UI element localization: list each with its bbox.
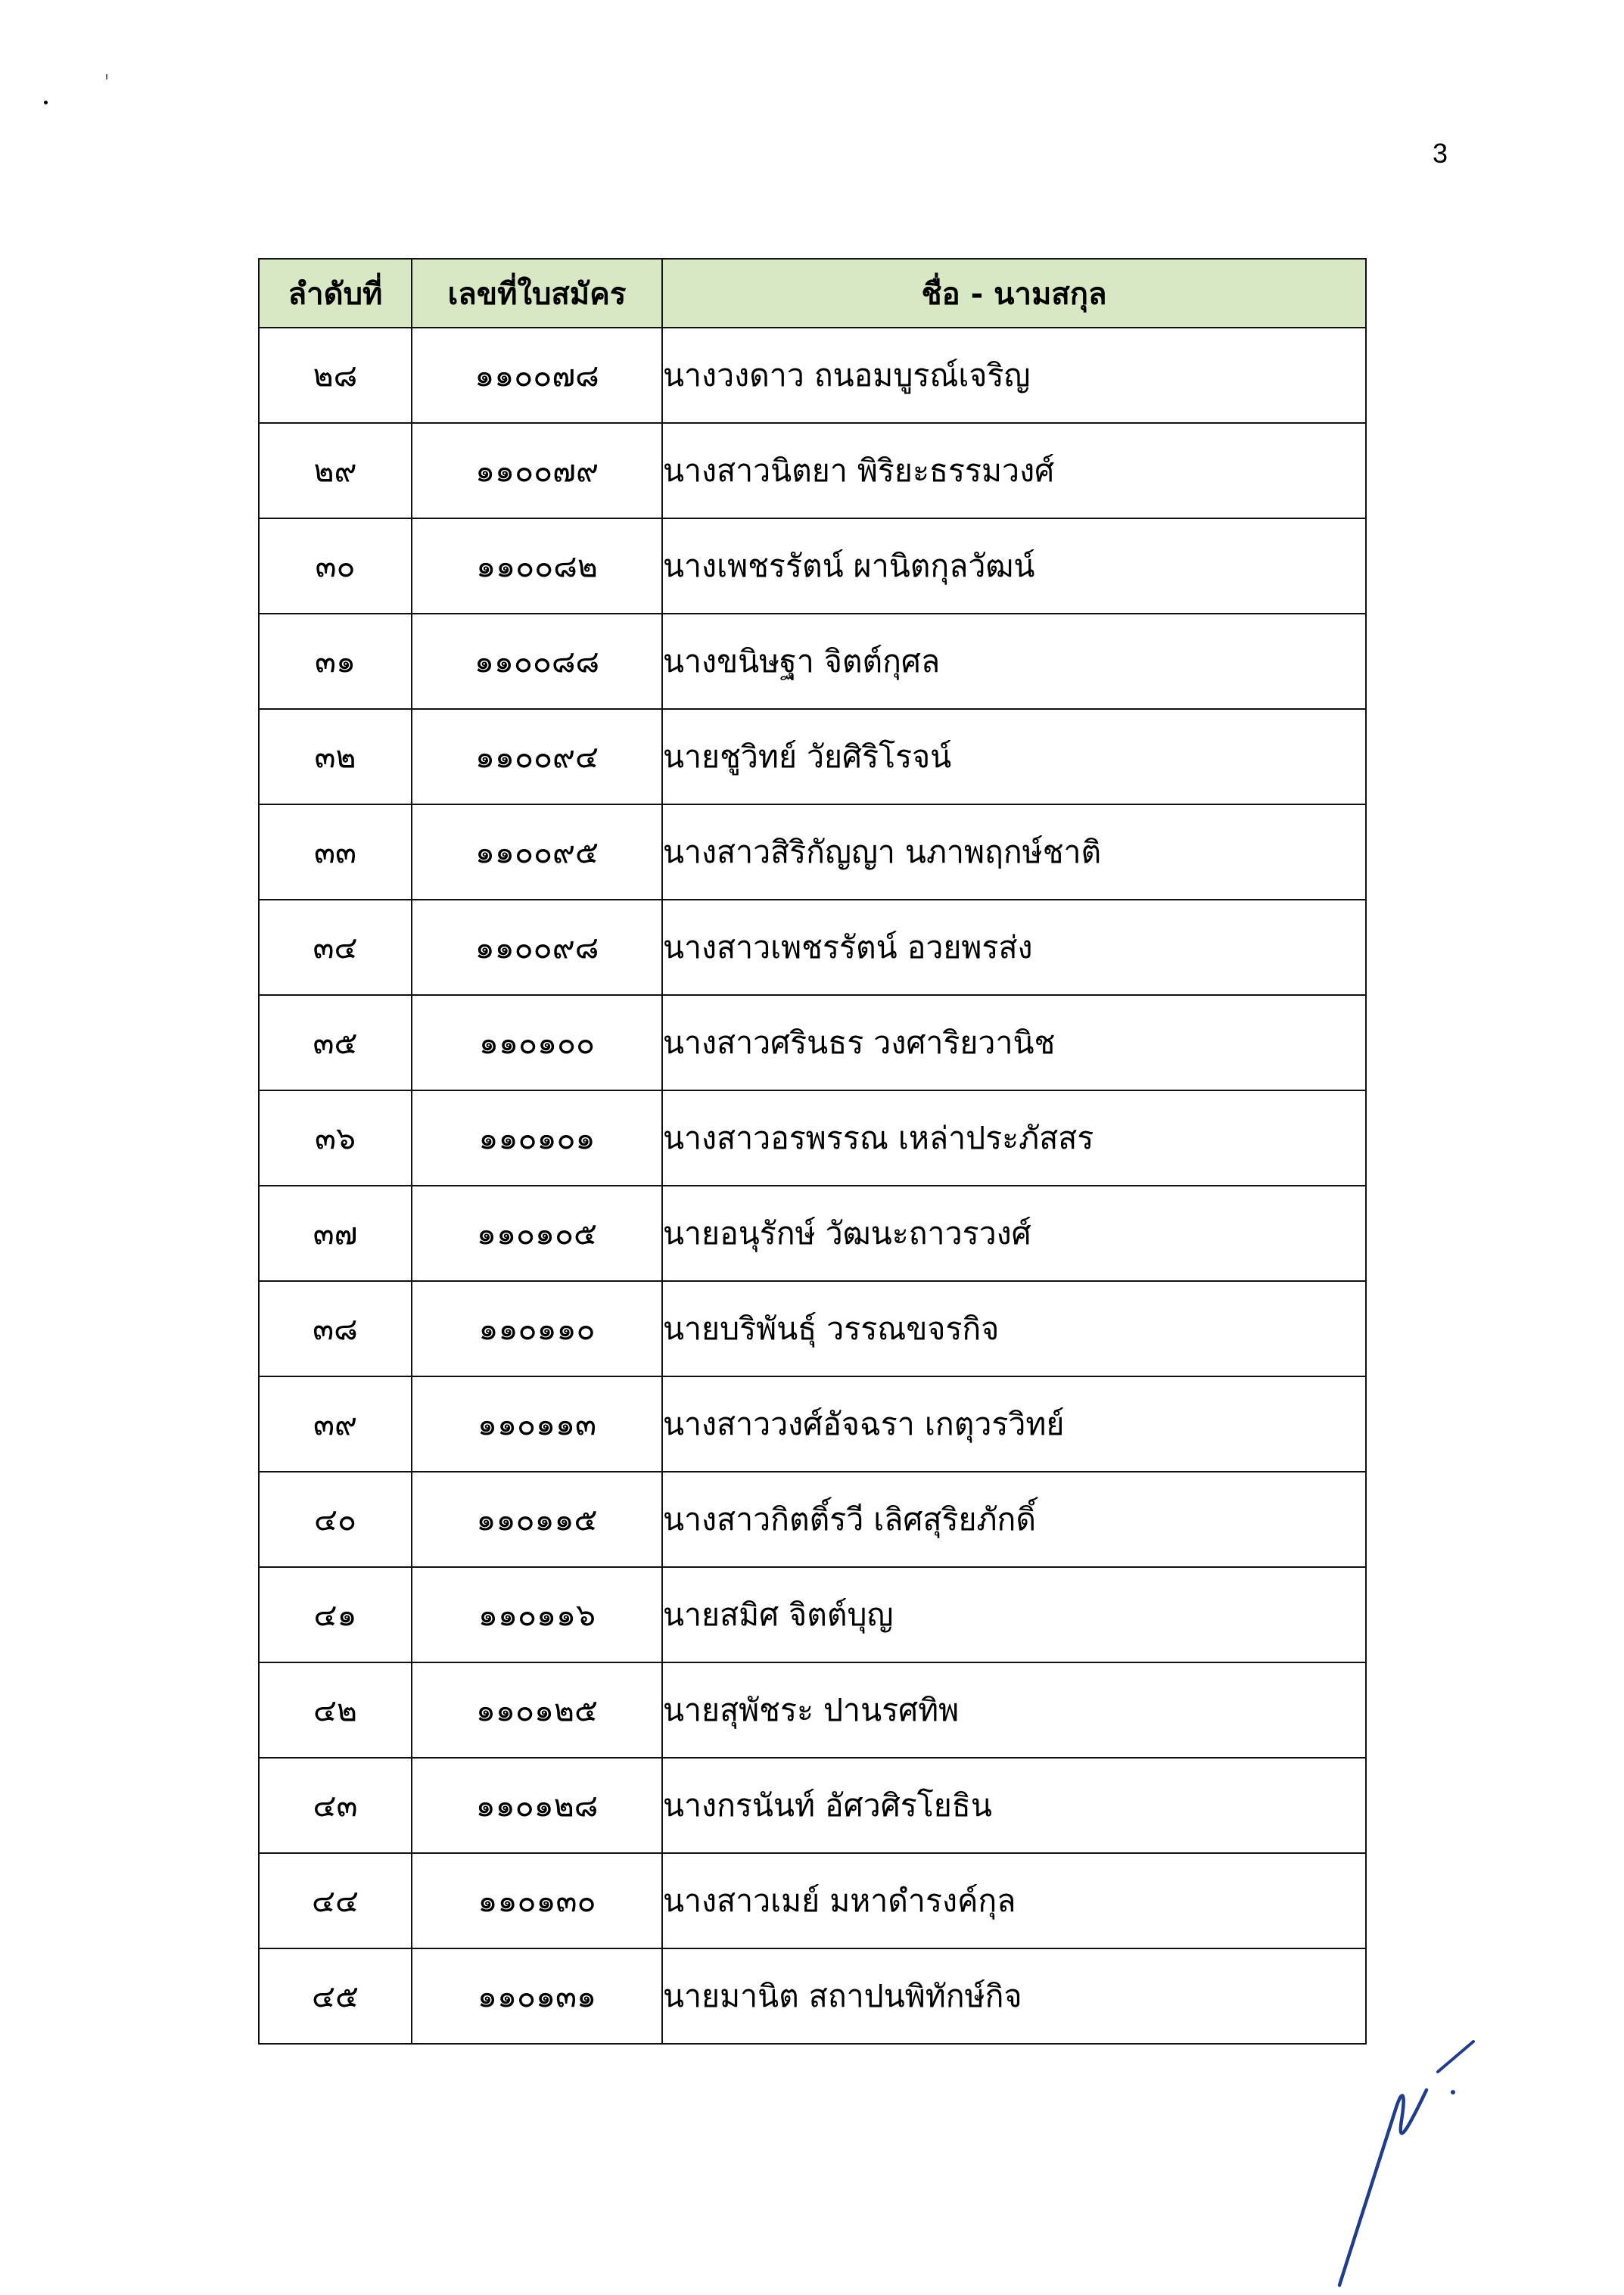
table-row <box>259 1853 1366 1948</box>
order-cell: ๔๓ <box>259 1758 412 1853</box>
application-no-cell: ๑๑๐๐๙๘ <box>412 900 662 995</box>
order-cell: ๓๘ <box>259 1281 412 1376</box>
order-cell: ๔๐ <box>259 1472 412 1567</box>
order-cell: ๓๖ <box>259 1090 412 1186</box>
table-row <box>259 614 1366 709</box>
name-cell: นางวงดาว ถนอมบูรณ์เจริญ <box>662 328 1366 423</box>
table-row <box>259 1758 1366 1853</box>
header-row <box>259 259 1366 328</box>
table-header <box>259 259 1366 328</box>
name-cell: นางสาวอรพรรณ เหล่าประภัสสร <box>662 1090 1366 1186</box>
name-cell: นางสาวนิตยา พิริยะธรรมวงศ์ <box>662 423 1366 518</box>
name-cell: นางสาวศรินธร วงศาริยวานิช <box>662 995 1366 1090</box>
table-row <box>259 900 1366 995</box>
name-cell: นางสาวสิริกัญญา นภาพฤกษ์ชาติ <box>662 804 1366 900</box>
table-row <box>259 1376 1366 1472</box>
signature-tick <box>1438 2042 1473 2072</box>
name-cell: นายบริพันธุ์ วรรณขจรกิจ <box>662 1281 1366 1376</box>
table-row <box>259 328 1366 423</box>
order-cell: ๔๒ <box>259 1662 412 1758</box>
application-no-cell: ๑๑๐๐๗๙ <box>412 423 662 518</box>
table-row <box>259 709 1366 804</box>
name-cell: นายสมิศ จิตต์บุญ <box>662 1567 1366 1662</box>
order-cell: ๓๐ <box>259 518 412 614</box>
table-row <box>259 518 1366 614</box>
name-cell: นายอนุรักษ์ วัฒนะถาวรวงศ์ <box>662 1186 1366 1281</box>
application-no-cell: ๑๑๐๑๑๖ <box>412 1567 662 1662</box>
name-cell: นางสาวเพชรรัตน์ อวยพรส่ง <box>662 900 1366 995</box>
application-no-cell: ๑๑๐๑๐๐ <box>412 995 662 1090</box>
header-order: ลำดับที่ <box>259 259 412 328</box>
application-no-cell: ๑๑๐๐๙๔ <box>412 709 662 804</box>
application-no-cell: ๑๑๐๑๐๑ <box>412 1090 662 1186</box>
table-row <box>259 1090 1366 1186</box>
order-cell: ๒๙ <box>259 423 412 518</box>
application-no-cell: ๑๑๐๐๗๘ <box>412 328 662 423</box>
table-row <box>259 1662 1366 1758</box>
order-cell: ๓๔ <box>259 900 412 995</box>
table-row <box>259 804 1366 900</box>
scan-speck <box>44 101 48 104</box>
application-no-cell: ๑๑๐๑๑๐ <box>412 1281 662 1376</box>
signature <box>1324 2035 1498 2293</box>
application-no-cell: ๑๑๐๐๘๒ <box>412 518 662 614</box>
table-row <box>259 1567 1366 1662</box>
order-cell: ๓๕ <box>259 995 412 1090</box>
order-cell: ๔๕ <box>259 1948 412 2044</box>
order-cell: ๓๒ <box>259 709 412 804</box>
application-no-cell: ๑๑๐๑๐๕ <box>412 1186 662 1281</box>
application-no-cell: ๑๑๐๑๑๕ <box>412 1472 662 1567</box>
order-cell: ๒๘ <box>259 328 412 423</box>
scan-mark <box>106 74 107 79</box>
table-row <box>259 1948 1366 2044</box>
name-cell: นางเพชรรัตน์ ผานิตกุลวัฒน์ <box>662 518 1366 614</box>
name-cell: นางสาววงศ์อัจฉรา เกตุวรวิทย์ <box>662 1376 1366 1472</box>
order-cell: ๔๑ <box>259 1567 412 1662</box>
name-cell: นางสาวเมย์ มหาดำรงค์กุล <box>662 1853 1366 1948</box>
order-cell: ๔๔ <box>259 1853 412 1948</box>
header-name: ชื่อ - นามสกุล <box>662 259 1366 328</box>
application-no-cell: ๑๑๐๑๓๑ <box>412 1948 662 2044</box>
name-cell: นายมานิต สถาปนพิทักษ์กิจ <box>662 1948 1366 2044</box>
table-row <box>259 995 1366 1090</box>
header-application-no: เลขที่ใบสมัคร <box>412 259 662 328</box>
name-cell: นางสาวกิตติ์รวี เลิศสุริยภักดิ์ <box>662 1472 1366 1567</box>
table-row <box>259 1472 1366 1567</box>
table-row <box>259 423 1366 518</box>
name-cell: นายสุพัชระ ปานรศทิพ <box>662 1662 1366 1758</box>
order-cell: ๓๑ <box>259 614 412 709</box>
page-number: 3 <box>1433 138 1448 169</box>
order-cell: ๓๓ <box>259 804 412 900</box>
signature-stroke <box>1339 2090 1426 2285</box>
table-row <box>259 1186 1366 1281</box>
order-cell: ๓๗ <box>259 1186 412 1281</box>
table-body <box>259 328 1366 2044</box>
application-no-cell: ๑๑๐๑๓๐ <box>412 1853 662 1948</box>
application-no-cell: ๑๑๐๑๑๓ <box>412 1376 662 1472</box>
application-no-cell: ๑๑๐๑๒๕ <box>412 1662 662 1758</box>
name-cell: นางกรนันท์ อัศวศิรโยธิน <box>662 1758 1366 1853</box>
application-no-cell: ๑๑๐๐๙๕ <box>412 804 662 900</box>
application-no-cell: ๑๑๐๑๒๘ <box>412 1758 662 1853</box>
applicant-table <box>258 258 1367 2045</box>
application-no-cell: ๑๑๐๐๘๘ <box>412 614 662 709</box>
table-row <box>259 1281 1366 1376</box>
signature-dot <box>1451 2090 1455 2094</box>
order-cell: ๓๙ <box>259 1376 412 1472</box>
name-cell: นายชูวิทย์ วัยศิริโรจน์ <box>662 709 1366 804</box>
name-cell: นางขนิษฐา จิตต์กุศล <box>662 614 1366 709</box>
